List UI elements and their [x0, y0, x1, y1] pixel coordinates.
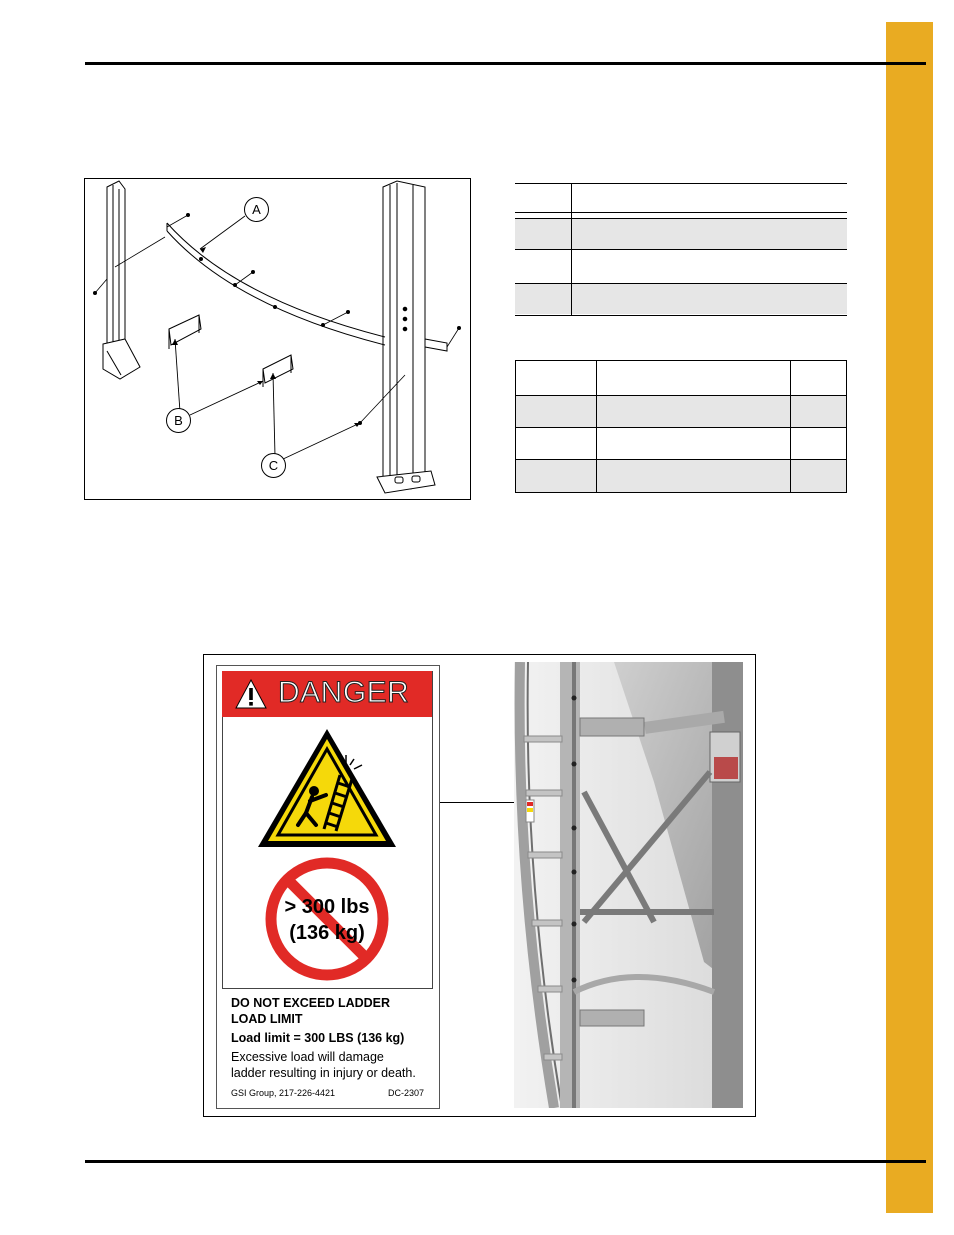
table-row — [515, 427, 847, 459]
callout-a: A — [244, 197, 269, 222]
consequence-line2: ladder resulting in injury or death. — [231, 1066, 416, 1080]
prohibited-load-line2: (136 kg) — [289, 922, 365, 944]
ladder-photo — [514, 662, 743, 1108]
chapter-side-tab — [886, 22, 933, 1213]
footer-rule — [85, 1160, 926, 1163]
ladder-fall-hazard-icon — [254, 725, 400, 851]
danger-title: DANGER — [278, 676, 410, 709]
danger-header — [222, 671, 432, 717]
table-row — [515, 283, 847, 314]
alert-triangle-icon — [234, 678, 268, 710]
header-rule — [85, 62, 926, 65]
callout-b: B — [166, 408, 191, 433]
table-row — [515, 249, 847, 283]
callout-c: C — [261, 453, 286, 478]
decal-load-limit: Load limit = 300 LBS (136 kg) — [231, 1031, 405, 1045]
table-row — [515, 218, 847, 249]
assembly-figure — [84, 178, 471, 500]
decal-number: DC-2307 — [388, 1088, 425, 1098]
warning-line1: DO NOT EXCEED LADDER — [231, 996, 391, 1010]
prohibited-load-line1: > 300 lbs — [284, 896, 370, 918]
decal-consequence — [231, 1049, 436, 1081]
table-row — [515, 459, 847, 492]
parts-table-2 — [515, 360, 847, 493]
consequence-line1: Excessive load will damage — [231, 1050, 384, 1064]
parts-table-1 — [515, 183, 847, 316]
warning-line2: LOAD LIMIT — [231, 1012, 303, 1026]
decal-leader-line — [440, 802, 524, 803]
decal-company: GSI Group, 217-226-4421 — [231, 1088, 336, 1098]
decal-warning — [231, 995, 436, 1027]
prohibited-load-text — [262, 894, 392, 946]
assembly-drawing — [85, 179, 470, 499]
table-row — [515, 395, 847, 427]
